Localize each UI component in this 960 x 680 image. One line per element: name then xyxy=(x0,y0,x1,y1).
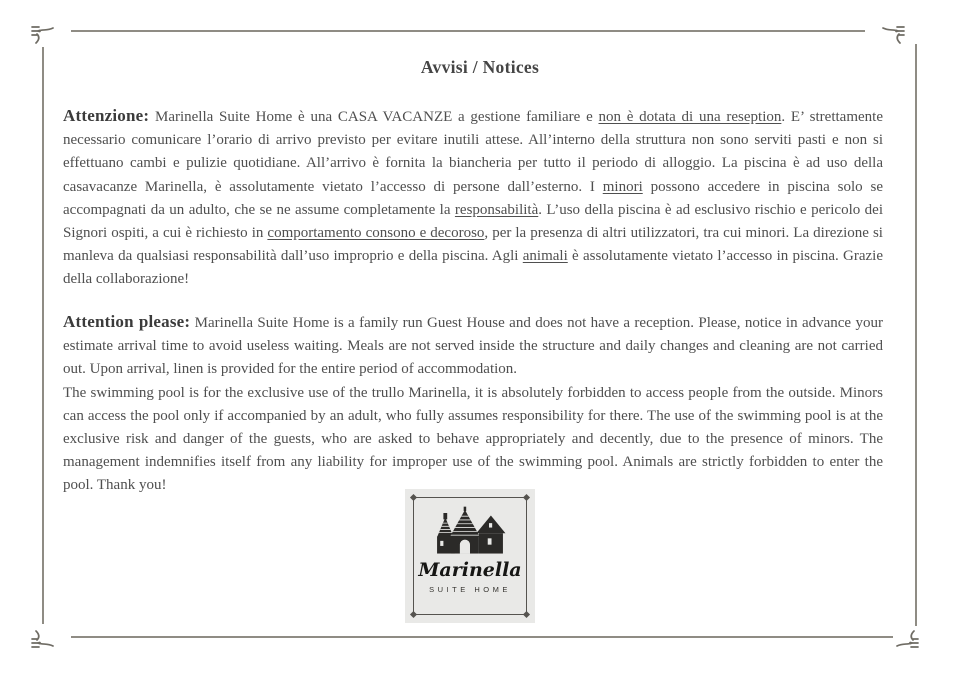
text-segment: The swimming pool is for the exclusive use of the trullo Marinella, it is absolutely forbidden to access people from the outside. Minors can access the pool only if accompanied by an adult, who fully assumes responsibility for there. The use of the swimming pool is at the exclusive risk and danger of the guests, who are asked to behave appropriately and decently, due to the presence of minors. The management indemnifies itself from any liability for improper use of the swimming pool. Animals are strictly forbidden to enter the pool. Thank you! xyxy=(63,384,883,494)
text-segment: è assolutamente vietato l’accesso in piscina. Grazie della collaborazione! xyxy=(63,248,884,288)
logo-subtitle: SUITE HOME xyxy=(429,585,511,594)
text-segment: . E’ strettamente necessario comunicare l’orario di arrivo previsto per evitare inutili attese. All’interno della struttura non sono serviti pasti e non si effettuano cambi e pulizie quotidiane. All’arrivo è fornita la biancheria per tutto il periodo di alloggio. La piscina è ad uso della casavacanze Marinella, è assolutamente vietato l’accesso di persone dall’esterno. I xyxy=(63,109,883,195)
notice-lead: Attention please: xyxy=(63,312,191,331)
underlined-text: minori xyxy=(602,178,643,195)
notice-italian xyxy=(63,104,883,292)
underlined-text: responsabilità xyxy=(454,201,539,218)
text-segment: Marinella Suite Home is a family run Guest House and does not have a reception. Please, notice in advance your estimate arrival time to avoid useless waiting. Meals are not served inside the structure and daily changes and cleaning are not carried out. Upon arrival, linen is provided for the entire period of accommodation. xyxy=(63,315,883,378)
underlined-text: comportamento consono e decoroso xyxy=(267,225,485,242)
page-title: Avvisi / Notices xyxy=(420,57,540,77)
border-line-left xyxy=(42,47,44,624)
border-line-top xyxy=(71,30,865,32)
corner-flourish-icon xyxy=(882,18,908,44)
border-line-bottom xyxy=(71,636,893,638)
notice-lead: Attenzione: xyxy=(63,106,150,125)
corner-flourish-icon xyxy=(28,18,54,44)
text-segment: Marinella Suite Home è una CASA VACANZE a gestione familiare e xyxy=(149,109,599,125)
text-segment: . L’uso della piscina è ad esclusivo rischio e pericolo dei Signori ospiti, a cui è richiesto in xyxy=(63,201,883,242)
underlined-text: non è dotata di una reseption xyxy=(598,109,782,125)
corner-flourish-icon xyxy=(28,630,54,656)
logo xyxy=(405,489,535,623)
text-segment: , per la presenza di altri utilizzatori, tra cui minori. La direzione si manleva da qualsiasi responsabilità dall’uso improprio e della piscina. Agli xyxy=(63,225,883,265)
logo-name: Marinella xyxy=(418,559,522,581)
logo-frame xyxy=(413,497,527,615)
underlined-text: animali xyxy=(522,248,568,265)
logo-corner-ornament xyxy=(523,611,530,618)
text-segment: possono accedere in piscina solo se accompagnati da un adulto, che se ne assume completamente la xyxy=(63,178,883,218)
border-line-right xyxy=(915,44,917,626)
notice-english xyxy=(63,310,883,498)
corner-flourish-icon xyxy=(896,630,922,656)
